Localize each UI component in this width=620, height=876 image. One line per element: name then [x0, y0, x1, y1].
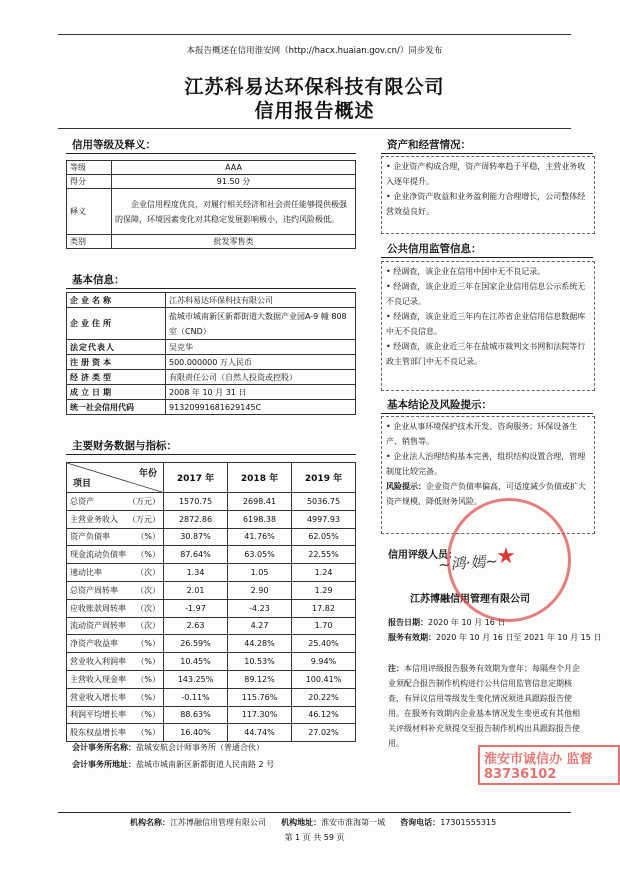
finance-row-label-cell	[67, 546, 164, 564]
accounting-firm-name: 盐城安航会计师事务所（普通合伙）	[136, 743, 264, 752]
public-item: • 经调查，该企业近三年在盐城市裁判文书网和法院等行政主管部门中无不良记录。	[386, 342, 586, 366]
legal-rep-label: 法定代表人	[67, 340, 166, 355]
assets-rule	[381, 153, 593, 154]
finance-row-label: 速动比率	[70, 568, 102, 578]
finance-row	[67, 581, 356, 599]
econ-type-value: 有限责任公司（自然人投资或控股）	[166, 370, 356, 385]
public-section-title: 公共信用监管信息：	[387, 243, 482, 255]
finance-row-label: 现金流动负债率	[70, 550, 126, 560]
finance-row-label-cell	[67, 724, 164, 742]
category-label: 类别	[67, 235, 112, 249]
page-number: 第 1 页 共 59 页	[284, 833, 345, 842]
finance-value-cell: 10.53%	[228, 653, 292, 671]
finance-row	[67, 724, 356, 742]
finance-value-cell: 6198.38	[228, 510, 292, 528]
finance-section-title: 主要财务数据与指标：	[72, 440, 177, 452]
company-name-label: 企业名称	[67, 293, 166, 308]
footer-rule	[58, 812, 571, 813]
rating-agency: 江苏博融信用管理有限公司	[410, 594, 530, 605]
founded-value: 2008 年 10 月 31 日	[166, 385, 356, 400]
basic-rule	[66, 288, 356, 289]
finance-row	[67, 653, 356, 671]
conclusion-section-title: 基本结论及风险提示：	[387, 399, 492, 411]
finance-row	[67, 546, 356, 564]
finance-value-cell: 1.29	[292, 581, 356, 599]
finance-row	[67, 635, 356, 653]
company-name-value: 江苏科易达环保科技有限公司	[166, 293, 356, 308]
finance-value-cell: 87.64%	[164, 546, 228, 564]
validity-note: 注：本信用评级报告服务有效期为壹年；每隔叁个月企业须配合报告制作机构进行公共信用监管信息定期核查，有异议信用等级发生变化情况须进具跟踪报告使用。在服务有效期内企业基本情况发生变更或有其他相关评级材料补充须提交至报告制作机构出具跟踪报告使用。	[388, 664, 580, 748]
score-value: 91.50 分	[112, 175, 356, 189]
finance-row-label-cell	[67, 581, 164, 599]
public-box	[381, 261, 595, 391]
finance-value-cell: 5036.75	[292, 493, 356, 511]
finance-row-unit: （%）	[136, 728, 160, 738]
finance-row-label-cell	[67, 706, 164, 724]
accounting-firm-address-label: 会计事务所地址：	[72, 760, 136, 769]
assets-section-title: 资产和经营情况：	[387, 139, 471, 151]
service-period: 2020 年 10 月 16 日至 2021 年 10 月 15 日	[436, 633, 602, 642]
finance-value-cell: 100.41%	[292, 670, 356, 688]
address-label: 企业住所	[67, 308, 166, 340]
rater-signature: ~鸿·嫣~	[437, 551, 499, 575]
legal-rep-value: 吴克华	[166, 340, 356, 355]
score-label: 得分	[67, 175, 112, 189]
year-header: 2017 年	[164, 463, 228, 493]
report-title: 信用报告概述	[254, 100, 375, 122]
finance-row-unit: （%）	[136, 674, 160, 684]
finance-value-cell: 143.25%	[164, 670, 228, 688]
footer-phone-label: 咨询电话：	[400, 818, 441, 827]
basic-section-title: 基本信息：	[72, 274, 125, 286]
service-period-row	[388, 632, 601, 643]
finance-row-label-cell	[67, 688, 164, 706]
service-period-label: 服务有效期：	[388, 633, 436, 642]
footer-org-label: 机构名称：	[130, 818, 170, 827]
finance-row-label: 主营业务收入	[70, 514, 118, 524]
finance-row-label: 净资产收益率	[70, 639, 118, 649]
finance-row-label: 营业收入增长率	[70, 692, 126, 702]
finance-value-cell: -4.23	[228, 599, 292, 617]
report-date-row	[388, 617, 505, 628]
assets-item: • 企业净资产收益和业务盈利能力合理增长，公司整体经营效益良好。	[386, 192, 586, 216]
finance-value-cell: 88.63%	[164, 706, 228, 724]
finance-value-cell: 30.87%	[164, 528, 228, 546]
finance-value-cell: 41.76%	[228, 528, 292, 546]
finance-corner-cell	[67, 463, 164, 493]
public-rule	[381, 257, 593, 258]
corner-year-label: 年份	[138, 469, 157, 479]
finance-row-label: 流动资产周转率	[70, 621, 126, 631]
finance-table	[66, 462, 356, 742]
finance-row	[67, 564, 356, 582]
founded-label: 成立日期	[67, 385, 166, 400]
finance-row	[67, 599, 356, 617]
finance-value-cell: 44.74%	[228, 724, 292, 742]
finance-row-label: 主营收入现金率	[70, 674, 126, 684]
finance-value-cell: 10.45%	[164, 653, 228, 671]
rater-label: 信用评级人员：	[388, 550, 458, 561]
finance-row-label: 总资产周转率	[70, 585, 118, 595]
meaning-value: 企业信用程度优良，对履行相关经济和社会责任能够提供极强的保障，环境因素变化对其稳定发展影响极小，违约风险极低。	[112, 189, 356, 235]
year-header: 2019 年	[292, 463, 356, 493]
finance-row-unit: （%）	[136, 692, 160, 702]
rating-value: AAA	[112, 161, 356, 175]
finance-row-unit: （%）	[136, 532, 160, 542]
finance-row-label-cell	[67, 653, 164, 671]
finance-row-label-cell	[67, 564, 164, 582]
finance-value-cell: 20.22%	[292, 688, 356, 706]
accounting-firm-name-row	[72, 742, 264, 753]
report-date-label: 报告日期：	[388, 618, 428, 627]
finance-row-unit: （%）	[136, 639, 160, 649]
finance-value-cell: 117.30%	[228, 706, 292, 724]
finance-value-cell: 89.12%	[228, 670, 292, 688]
econ-type-label: 经济类型	[67, 370, 166, 385]
conclusion-item: • 企业法人治理结构基本完善，组织结构设置合理，管理制度比较完备。	[386, 452, 586, 476]
finance-row-unit: （次）	[136, 585, 160, 595]
finance-row-label: 总资产	[70, 496, 94, 506]
rating-label: 等级	[67, 161, 112, 175]
accounting-firm-address-row	[72, 759, 274, 770]
finance-row-label-cell	[67, 617, 164, 635]
finance-row	[67, 510, 356, 528]
finance-value-cell: 4.27	[228, 617, 292, 635]
finance-value-cell: 62.05%	[292, 528, 356, 546]
finance-row-unit: （次）	[136, 621, 160, 631]
finance-row-unit: （%）	[136, 550, 160, 560]
finance-value-cell: 22.55%	[292, 546, 356, 564]
finance-row	[67, 670, 356, 688]
basic-table	[66, 292, 356, 415]
year-header: 2018 年	[228, 463, 292, 493]
report-date: 2020 年 10 月 16 日	[428, 618, 506, 627]
public-item: • 经调查，该企业近三年内在江苏省企业信用信息数据库中无不良信息。	[386, 312, 586, 336]
publish-notice: 本报告概述在信用淮安网（http://hacx.huaian.gov.cn/）同步发布	[186, 46, 443, 56]
seal-star-icon: ★	[496, 544, 516, 569]
footer-phone: 17301555315	[440, 818, 497, 827]
capital-label: 注册资本	[67, 355, 166, 370]
company-title: 江苏科易达环保科技有限公司	[184, 76, 445, 98]
finance-row-label-cell	[67, 493, 164, 511]
finance-value-cell: 1.70	[292, 617, 356, 635]
finance-value-cell: 9.94%	[292, 653, 356, 671]
finance-value-cell: -0.11%	[164, 688, 228, 706]
conclusion-rule	[381, 413, 593, 414]
finance-value-cell: 1.24	[292, 564, 356, 582]
finance-row-label-cell	[67, 510, 164, 528]
finance-value-cell: 1570.75	[164, 493, 228, 511]
finance-row-unit: （%）	[136, 710, 160, 720]
credit-code-label: 统一社会信用代码	[67, 400, 166, 415]
corner-item-label: 项目	[73, 479, 92, 489]
meaning-label: 释义	[67, 189, 112, 235]
finance-row-label-cell	[67, 635, 164, 653]
capital-value: 500.000000 万人民币	[166, 355, 356, 370]
assets-box	[381, 156, 595, 234]
finance-value-cell: 2698.41	[228, 493, 292, 511]
finance-value-cell: 44.28%	[228, 635, 292, 653]
finance-value-cell: 27.02%	[292, 724, 356, 742]
finance-row-unit: （万元）	[128, 514, 160, 524]
category-value: 批发零售类	[112, 235, 356, 249]
finance-value-cell: 25.40%	[292, 635, 356, 653]
finance-value-cell: 17.82	[292, 599, 356, 617]
finance-value-cell: 63.05%	[228, 546, 292, 564]
finance-row	[67, 706, 356, 724]
finance-row-label-cell	[67, 670, 164, 688]
finance-row-unit: （%）	[136, 657, 160, 667]
finance-rule	[66, 454, 356, 455]
title-rule	[58, 128, 571, 129]
finance-value-cell: 1.34	[164, 564, 228, 582]
finance-value-cell: 2.63	[164, 617, 228, 635]
finance-row-label: 营业收入利润率	[70, 657, 126, 667]
finance-value-cell: 26.59%	[164, 635, 228, 653]
finance-value-cell: 115.76%	[228, 688, 292, 706]
address-value: 盐城市城南新区新都街道大数据产业园A-9 幢 808 室（CND）	[166, 308, 356, 340]
public-item: • 经调查，该企业在信用中国中无不良记录。	[386, 267, 546, 276]
finance-value-cell: 46.12%	[292, 706, 356, 724]
finance-value-cell: -1.97	[164, 599, 228, 617]
public-item: • 经调查，该企业近三年在国家企业信用信息公示系统无不良记录。	[386, 282, 586, 306]
finance-row-label: 应收账款周转率	[70, 603, 126, 613]
credit-code-value: 91320991681629145C	[166, 400, 356, 415]
finance-row	[67, 493, 356, 511]
footer-info	[130, 817, 496, 828]
finance-value-cell: 16.40%	[164, 724, 228, 742]
finance-value-cell: 2.90	[228, 581, 292, 599]
finance-row-label: 资产负债率	[70, 532, 110, 542]
top-rule	[58, 34, 571, 35]
finance-row-unit: （次）	[136, 568, 160, 578]
rating-section-title: 信用等级及释义：	[72, 139, 156, 151]
conclusion-item: • 企业从事环境保护技术开发、咨询服务；环保设备生产、销售等。	[386, 422, 578, 446]
finance-rows	[67, 493, 356, 742]
finance-row-label: 利润平均增长率	[70, 710, 126, 720]
footer-addr-label: 机构地址：	[281, 818, 322, 827]
finance-row-unit: （万元）	[128, 496, 160, 506]
finance-row	[67, 617, 356, 635]
supervision-stamp: 淮安市诚信办 监督83736102	[478, 745, 620, 785]
finance-row	[67, 528, 356, 546]
rating-table	[66, 160, 356, 249]
finance-row	[67, 688, 356, 706]
risk-note: 风险提示：企业资产负债率偏高，可适度减少负债或扩大资产规模，降低财务风险。	[386, 482, 586, 506]
footer-org: 江苏博融信用管理有限公司	[170, 818, 266, 827]
rating-rule	[66, 153, 356, 154]
finance-value-cell: 4997.93	[292, 510, 356, 528]
assets-item: • 企业资产构成合理，资产周转率趋于平稳，主营业务收入逐年提升。	[386, 162, 586, 186]
finance-value-cell: 1.05	[228, 564, 292, 582]
finance-row-unit: （次）	[136, 603, 160, 613]
accounting-firm-name-label: 会计事务所名称：	[72, 743, 136, 752]
finance-row-label: 股东权益增长率	[70, 728, 126, 738]
finance-value-cell: 2.01	[164, 581, 228, 599]
accounting-firm-address: 盐城市城南新区新都街道人民南路 2 号	[136, 760, 275, 769]
finance-row-label-cell	[67, 528, 164, 546]
finance-row-label-cell	[67, 599, 164, 617]
finance-value-cell: 2872.86	[164, 510, 228, 528]
footer-addr: 淮安市淮海第一城	[321, 818, 386, 827]
